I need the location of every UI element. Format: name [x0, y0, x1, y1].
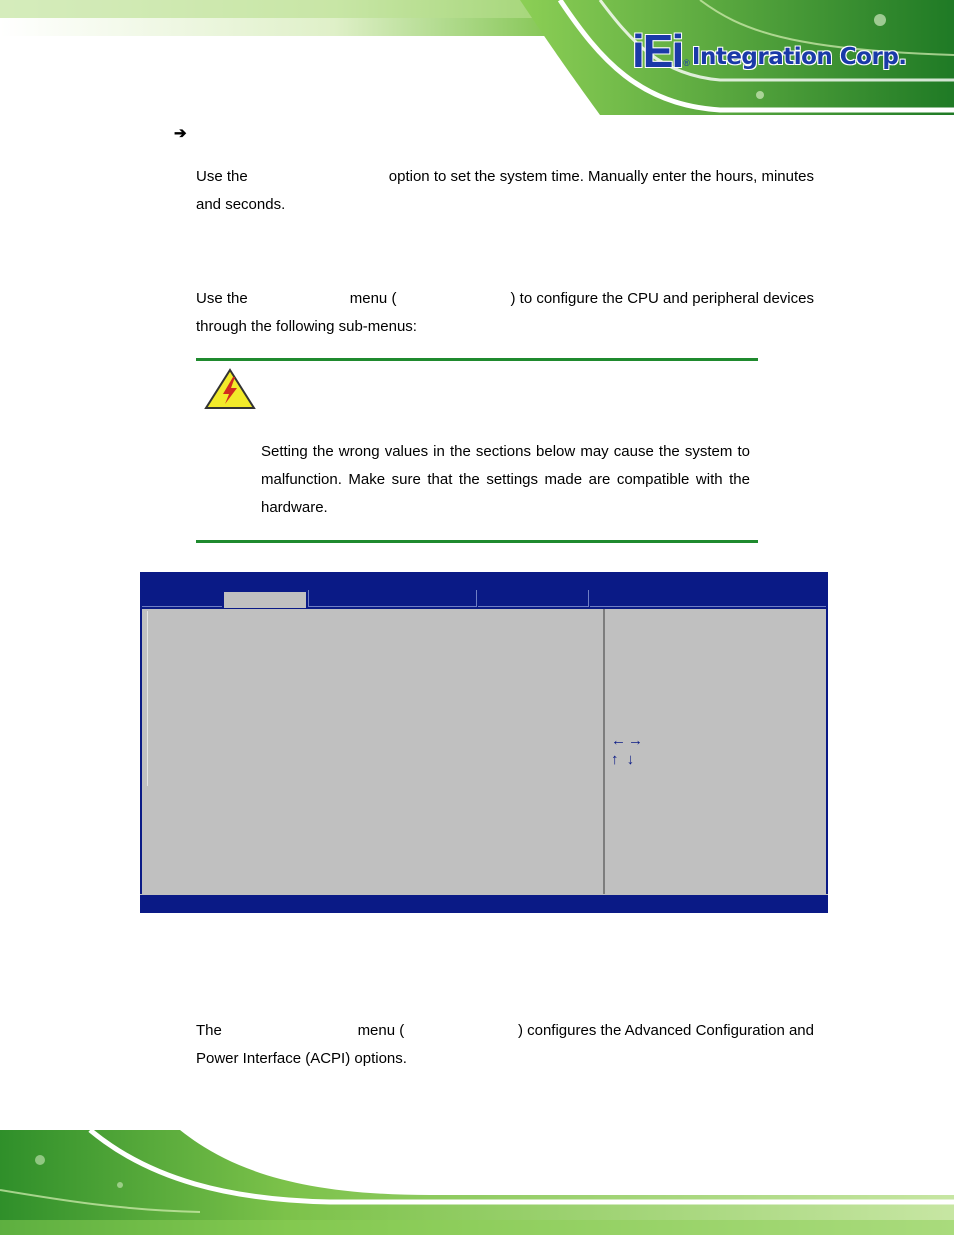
warning-text: Setting the wrong values in the sections below may cause the system to malfunction. Make sure that the settings made are compatible with the hardware. — [261, 443, 750, 516]
bios-tab-advanced[interactable] — [224, 592, 306, 608]
text-fragment: ) configures the Advanced Configuration and — [517, 1022, 814, 1039]
bios-status-bar — [140, 894, 828, 913]
company-logo — [632, 24, 907, 77]
bios-tab-bar — [140, 590, 828, 609]
warning-top-rule — [196, 358, 758, 361]
text-fragment: option to set the system time. Manually enter the hours, minutes — [388, 168, 814, 185]
logo-text: Integration Corp. — [691, 44, 907, 70]
footer-banner — [0, 1130, 954, 1235]
acpi-paragraph — [196, 1017, 814, 1073]
arrow-up-down-icon: ↑ ↓ — [611, 751, 637, 768]
text-fragment: The — [196, 1022, 222, 1039]
bios-help-panel — [605, 609, 826, 894]
text-fragment: menu ( — [357, 1022, 405, 1039]
warning-bottom-rule — [196, 540, 758, 543]
text-fragment: Power Interface (ACPI) options. — [196, 1050, 407, 1067]
logo-registered: ® — [683, 58, 690, 68]
advanced-menu-paragraph — [196, 285, 814, 341]
bullet-arrow-icon: ➔ — [174, 125, 187, 142]
warning-triangle-icon — [204, 368, 256, 410]
text-fragment: Use the — [196, 290, 248, 307]
text-fragment: menu ( — [349, 290, 397, 307]
bios-main-panel — [142, 609, 603, 894]
bios-screen — [140, 572, 828, 913]
text-fragment: ) to configure the CPU and peripheral devices — [510, 290, 814, 307]
logo-mark: iEi — [632, 25, 683, 77]
system-time-paragraph — [196, 163, 814, 219]
arrow-left-right-icon: ←→ — [611, 732, 645, 749]
text-fragment: through the following sub-menus: — [196, 318, 417, 335]
text-fragment: Use the — [196, 168, 248, 185]
text-fragment: and seconds. — [196, 196, 286, 213]
